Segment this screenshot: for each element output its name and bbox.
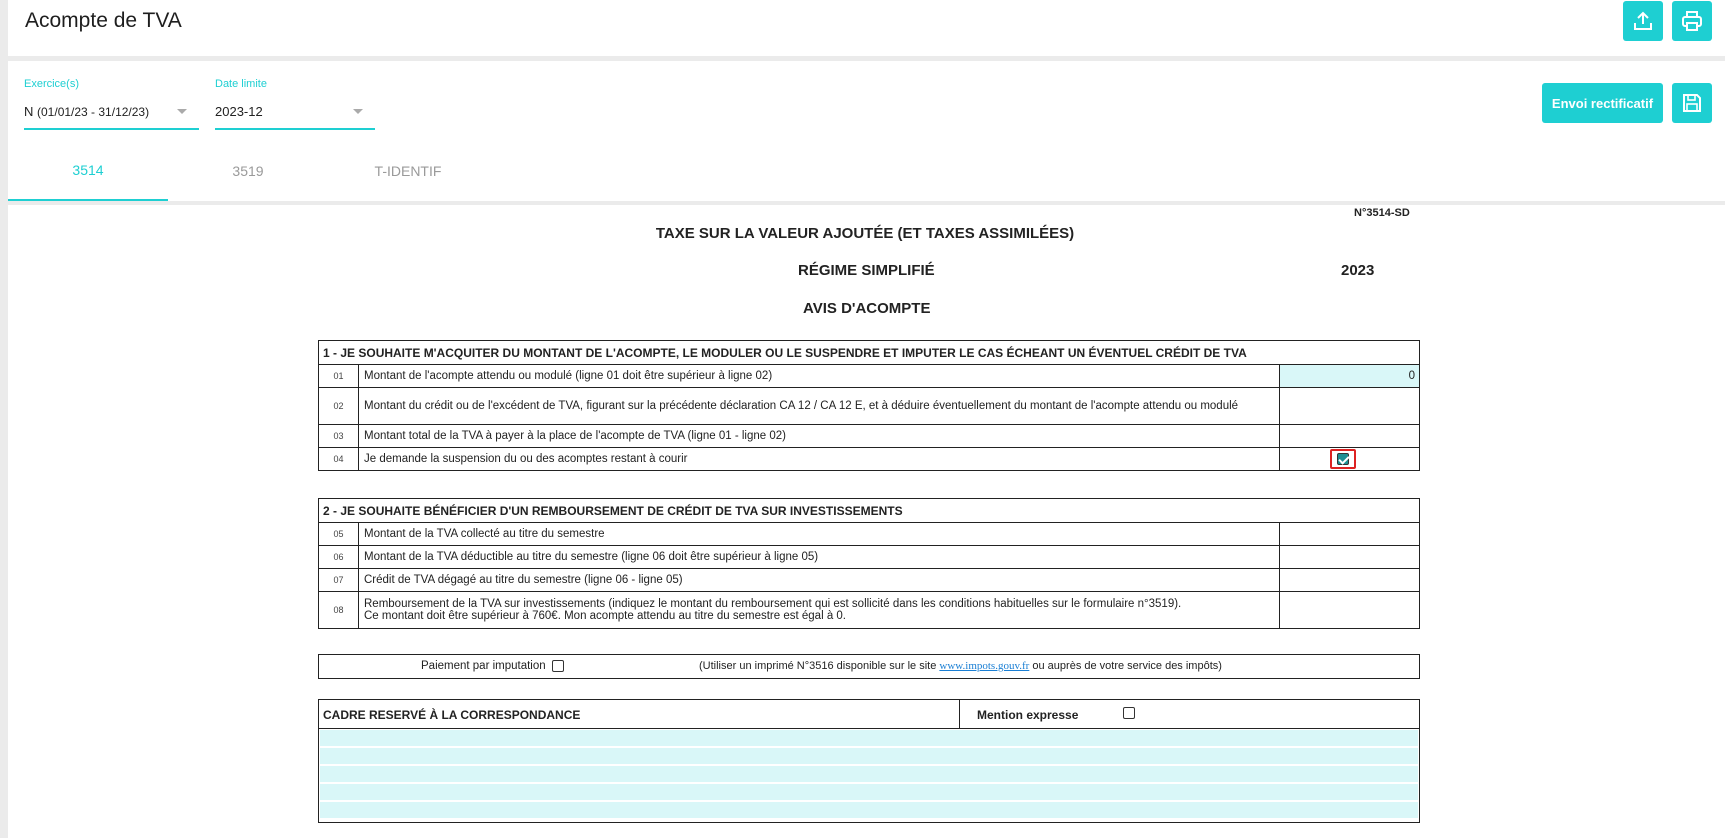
line-label: Montant de l'acompte attendu ou modulé (ligne 01 doit être supérieur à ligne 02) (359, 365, 1280, 388)
line-label: Je demande la suspension du ou des acomptes restant à courir (359, 448, 1280, 471)
line-number: 07 (319, 569, 359, 592)
form-subtitle: AVIS D'ACOMPTE (803, 300, 931, 317)
section-2-heading: 2 - JE SOUHAITE BÉNÉFICIER D'UN REMBOURSEMENT DE CRÉDIT DE TVA SUR INVESTISSEMENTS (319, 499, 1420, 523)
chevron-down-icon (353, 109, 363, 114)
tab-3514[interactable]: 3514 (8, 141, 168, 201)
correspondance-line[interactable] (320, 748, 1418, 765)
line-number: 01 (319, 365, 359, 388)
suspension-checkbox[interactable] (1337, 453, 1349, 465)
section-1-heading: 1 - JE SOUHAITE M'ACQUITER DU MONTANT DE L'ACOMPTE, LE MODULER OU LE SUSPENDRE ET IMPUTER LE CAS ÉCHEANT UN ÉVENTUEL CRÉDIT DE TVA (319, 341, 1420, 365)
print-button[interactable] (1672, 1, 1712, 41)
correspondance-line[interactable] (320, 802, 1418, 819)
exercice-value: N (24, 104, 34, 119)
form-document (8, 205, 1725, 838)
imputation-row (318, 654, 1420, 679)
line-number: 05 (319, 523, 359, 546)
exercice-select[interactable] (24, 61, 199, 130)
exercice-label: Exercice(s) (24, 78, 80, 90)
page-title: Acompte de TVA (25, 9, 182, 32)
form-year: 2023 (1341, 262, 1375, 279)
line-label: Montant de la TVA collecté au titre du semestre (359, 523, 1280, 546)
envoi-rectificatif-button[interactable]: Envoi rectificatif (1542, 83, 1663, 123)
line-label: Montant total de la TVA à payer à la place de l'acompte de TVA (ligne 01 - ligne 02) (359, 425, 1280, 448)
date-limite-value: 2023-12 (215, 104, 263, 119)
table-row (319, 569, 1420, 592)
line-01-input[interactable]: 0 (1280, 365, 1420, 388)
table-row (319, 546, 1420, 569)
imputation-note-pre: (Utiliser un imprimé N°3516 disponible sur le site (699, 660, 937, 672)
line-06-input[interactable] (1280, 546, 1420, 569)
line-label-note: Ce montant doit être supérieur à 760€. Mon acompte attendu au titre du semestre est égal à 0. (364, 610, 847, 622)
line-label: Crédit de TVA dégagé au titre du semestre (ligne 06 - ligne 05) (359, 569, 1280, 592)
table-row (319, 592, 1420, 629)
section-1-table (318, 340, 1420, 471)
impots-link[interactable]: www.impots.gouv.fr (939, 660, 1030, 672)
form-regime: RÉGIME SIMPLIFIÉ (798, 262, 935, 279)
line-number: 06 (319, 546, 359, 569)
correspondance-line[interactable] (320, 730, 1418, 747)
chevron-down-icon (177, 109, 187, 114)
save-icon (1680, 91, 1704, 115)
table-row (319, 365, 1420, 388)
date-limite-select[interactable] (215, 61, 375, 130)
line-label: Montant du crédit ou de l'excédent de TVA, figurant sur la précédente déclaration CA 12 / CA 12 E, et à déduire éventuellement du montant de l'acompte attendu ou modulé (359, 388, 1280, 425)
form-title: TAXE SUR LA VALEUR AJOUTÉE (ET TAXES ASSIMILÉES) (655, 225, 1075, 242)
upload-icon (1631, 9, 1655, 33)
line-02-input[interactable] (1280, 388, 1420, 425)
correspondance-label: CADRE RESERVÉ À LA CORRESPONDANCE (323, 708, 581, 722)
line-07-input[interactable] (1280, 569, 1420, 592)
line-08-input[interactable] (1280, 592, 1420, 629)
printer-icon (1680, 9, 1704, 33)
imputation-note-post: ou auprès de votre service des impôts) (1032, 660, 1222, 672)
line-number: 03 (319, 425, 359, 448)
mention-expresse-checkbox[interactable] (1123, 707, 1135, 719)
table-row (319, 523, 1420, 546)
highlight-box (1330, 449, 1356, 469)
filters-panel (8, 61, 1725, 201)
exercice-range: (01/01/23 - 31/12/23) (37, 105, 150, 119)
line-label: Montant de la TVA déductible au titre du semestre (ligne 06 doit être supérieur à ligne 05) (359, 546, 1280, 569)
line-number: 08 (319, 592, 359, 629)
tab-bar (8, 141, 488, 201)
correspondance-box (318, 699, 1420, 823)
save-button[interactable] (1672, 83, 1712, 123)
page-header (8, 0, 1725, 56)
line-label: Remboursement de la TVA sur investissements (indiquez le montant du remboursement qui est sollicité dans les conditions habituelles sur le formulaire n°3519). (364, 598, 1182, 610)
date-limite-label: Date limite (215, 78, 267, 90)
table-row (319, 388, 1420, 425)
table-row (319, 425, 1420, 448)
imputation-label: Paiement par imputation (421, 660, 546, 673)
tab-t-identif[interactable]: T-IDENTIF (374, 163, 442, 179)
export-button[interactable] (1623, 1, 1663, 41)
line-05-input[interactable] (1280, 523, 1420, 546)
mention-expresse-label: Mention expresse (977, 708, 1079, 722)
section-2-table (318, 498, 1420, 629)
tab-3519[interactable]: 3519 (232, 163, 264, 179)
correspondance-line[interactable] (320, 784, 1418, 801)
line-number: 04 (319, 448, 359, 471)
imputation-checkbox[interactable] (552, 660, 564, 672)
table-row (319, 448, 1420, 471)
correspondance-line[interactable] (320, 766, 1418, 783)
line-number: 02 (319, 388, 359, 425)
line-03-input[interactable] (1280, 425, 1420, 448)
form-number: N°3514-SD (1354, 207, 1410, 219)
